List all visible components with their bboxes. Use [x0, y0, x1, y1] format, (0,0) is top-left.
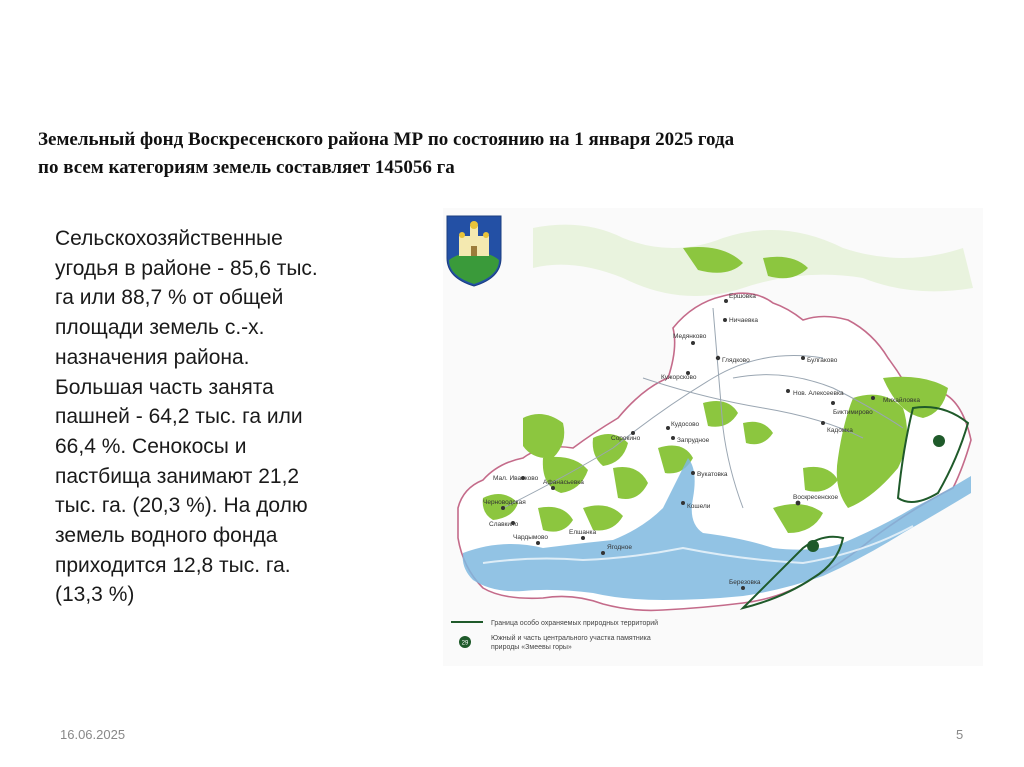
slide-title: [38, 126, 998, 182]
body-line: 66,4 %. Сенокосы и: [55, 434, 247, 458]
svg-text:Сорокино: Сорокино: [611, 435, 641, 442]
svg-text:Кошели: Кошели: [687, 503, 711, 510]
body-line: (13,3 %): [55, 583, 135, 607]
svg-text:Ничаевка: Ничаевка: [729, 317, 758, 324]
svg-text:Запрудное: Запрудное: [677, 437, 710, 444]
title-line-1: Земельный фонд Воскресенского района МР по состоянию на 1 января 2025 года: [38, 129, 735, 150]
svg-text:Биктимирово: Биктимирово: [833, 409, 873, 416]
svg-text:Кудосово: Кудосово: [671, 421, 700, 428]
svg-text:Березовка: Березовка: [729, 579, 761, 586]
svg-text:Елшанка: Елшанка: [569, 529, 597, 536]
svg-text:Славкино: Славкино: [489, 521, 519, 528]
body-line: пастбища занимают 21,2: [55, 464, 300, 488]
body-line: пашней - 64,2 тыс. га или: [55, 405, 303, 429]
legend-marker-label: Южный и часть центрального участка памятника: [491, 635, 651, 642]
title-line-2: по всем категориям земель составляет 145056 га: [38, 157, 455, 178]
body-line: назначения района.: [55, 345, 250, 369]
body-line: приходится 12,8 тыс. га.: [55, 553, 291, 577]
svg-text:Нов. Алексеевка: Нов. Алексеевка: [793, 390, 844, 397]
body-line: Большая часть занята: [55, 375, 274, 399]
svg-text:Ершовка: Ершовка: [729, 293, 756, 300]
body-line: га или 88,7 % от общей: [55, 286, 284, 310]
body-text: [55, 224, 385, 610]
svg-text:Глядково: Глядково: [722, 357, 750, 364]
district-map-svg: [443, 208, 983, 666]
background-terrain: [533, 225, 973, 296]
district-map: [443, 208, 983, 666]
svg-text:Медянково: Медянково: [673, 333, 707, 340]
svg-text:Вукатовка: Вукатовка: [697, 471, 728, 478]
svg-text:Ягодное: Ягодное: [607, 544, 633, 551]
body-line: Сельскохозяйственные: [55, 227, 283, 250]
svg-text:Кужорсково: Кужорсково: [661, 374, 697, 381]
svg-text:Чардымово: Чардымово: [513, 534, 548, 541]
legend-marker-label: природы «Змеевы горы»: [491, 644, 572, 651]
coat-of-arms-icon: [447, 216, 501, 286]
svg-text:Воскресенское: Воскресенское: [793, 494, 839, 501]
svg-text:Мал. Иванково: Мал. Иванково: [493, 475, 539, 482]
body-line: земель водного фонда: [55, 524, 278, 548]
body-line: тыс. га. (20,3 %). На долю: [55, 494, 308, 518]
footer-date: 16.06.2025: [60, 727, 126, 742]
body-line: площади земель с.-х.: [55, 316, 265, 340]
map-legend: [451, 619, 658, 651]
legend-marker-number: 29: [461, 640, 469, 647]
legend-line-label: Граница особо охраняемых природных территорий: [491, 620, 659, 627]
body-line: угодья в районе - 85,6 тыс.: [55, 256, 318, 280]
svg-text:Михайловка: Михайловка: [883, 397, 921, 404]
svg-text:Черноводская: Черноводская: [483, 499, 526, 506]
svg-text:Афанасьевка: Афанасьевка: [543, 479, 584, 486]
svg-text:Кадомка: Кадомка: [827, 427, 853, 434]
svg-text:Булгаково: Булгаково: [807, 357, 838, 364]
page-number: 5: [956, 727, 964, 742]
